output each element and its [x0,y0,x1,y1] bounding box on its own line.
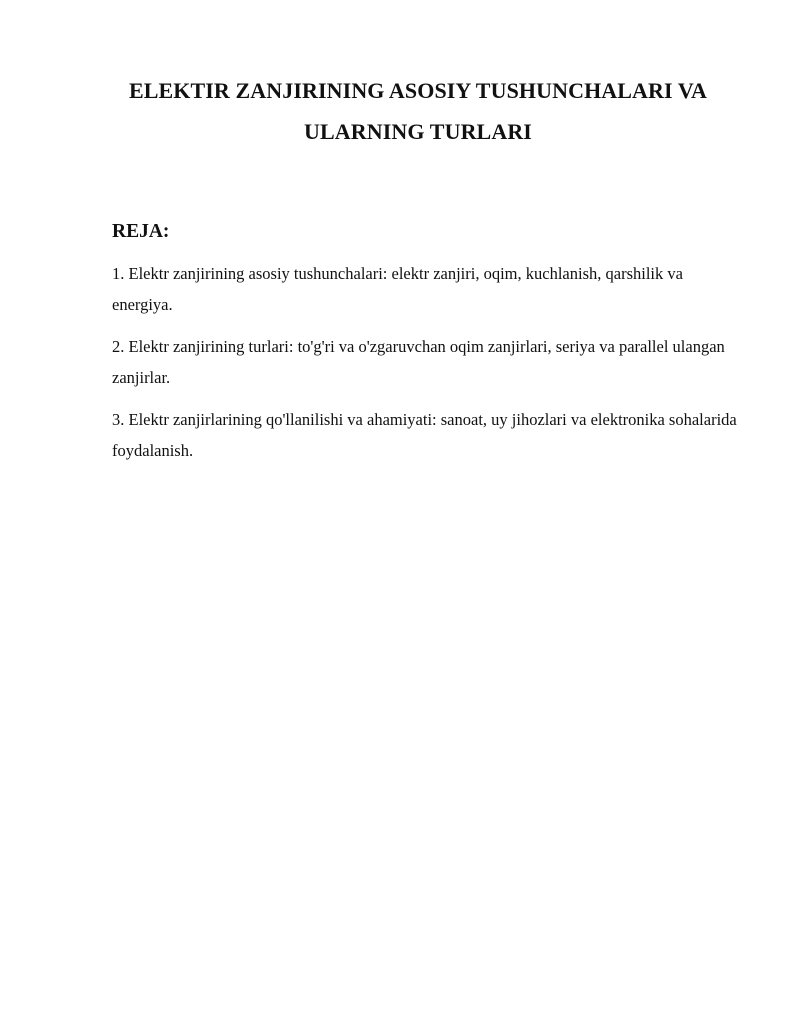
plan-item-1: 1. Elektr zanjirining asosiy tushunchalari: elektr zanjiri, oqim, kuchlanish, qarshilik va energiya. [112,264,683,314]
plan-heading: REJA: [112,221,170,242]
document-title: ELEKTIR ZANJIRINING ASOSIY TUSHUNCHALARI VA ULARNING TURLARI [128,78,708,144]
plan-item-3: 3. Elektr zanjirlarining qo'llanilishi va ahamiyati: sanoat, uy jihozlari va elektronika sohalarida foydalanish. [112,410,737,460]
plan-list [112,258,744,466]
plan-item-2: 2. Elektr zanjirining turlari: to'g'ri va o'zgaruvchan oqim zanjirlari, seriya va parallel ulangan zanjirlar. [112,337,725,387]
